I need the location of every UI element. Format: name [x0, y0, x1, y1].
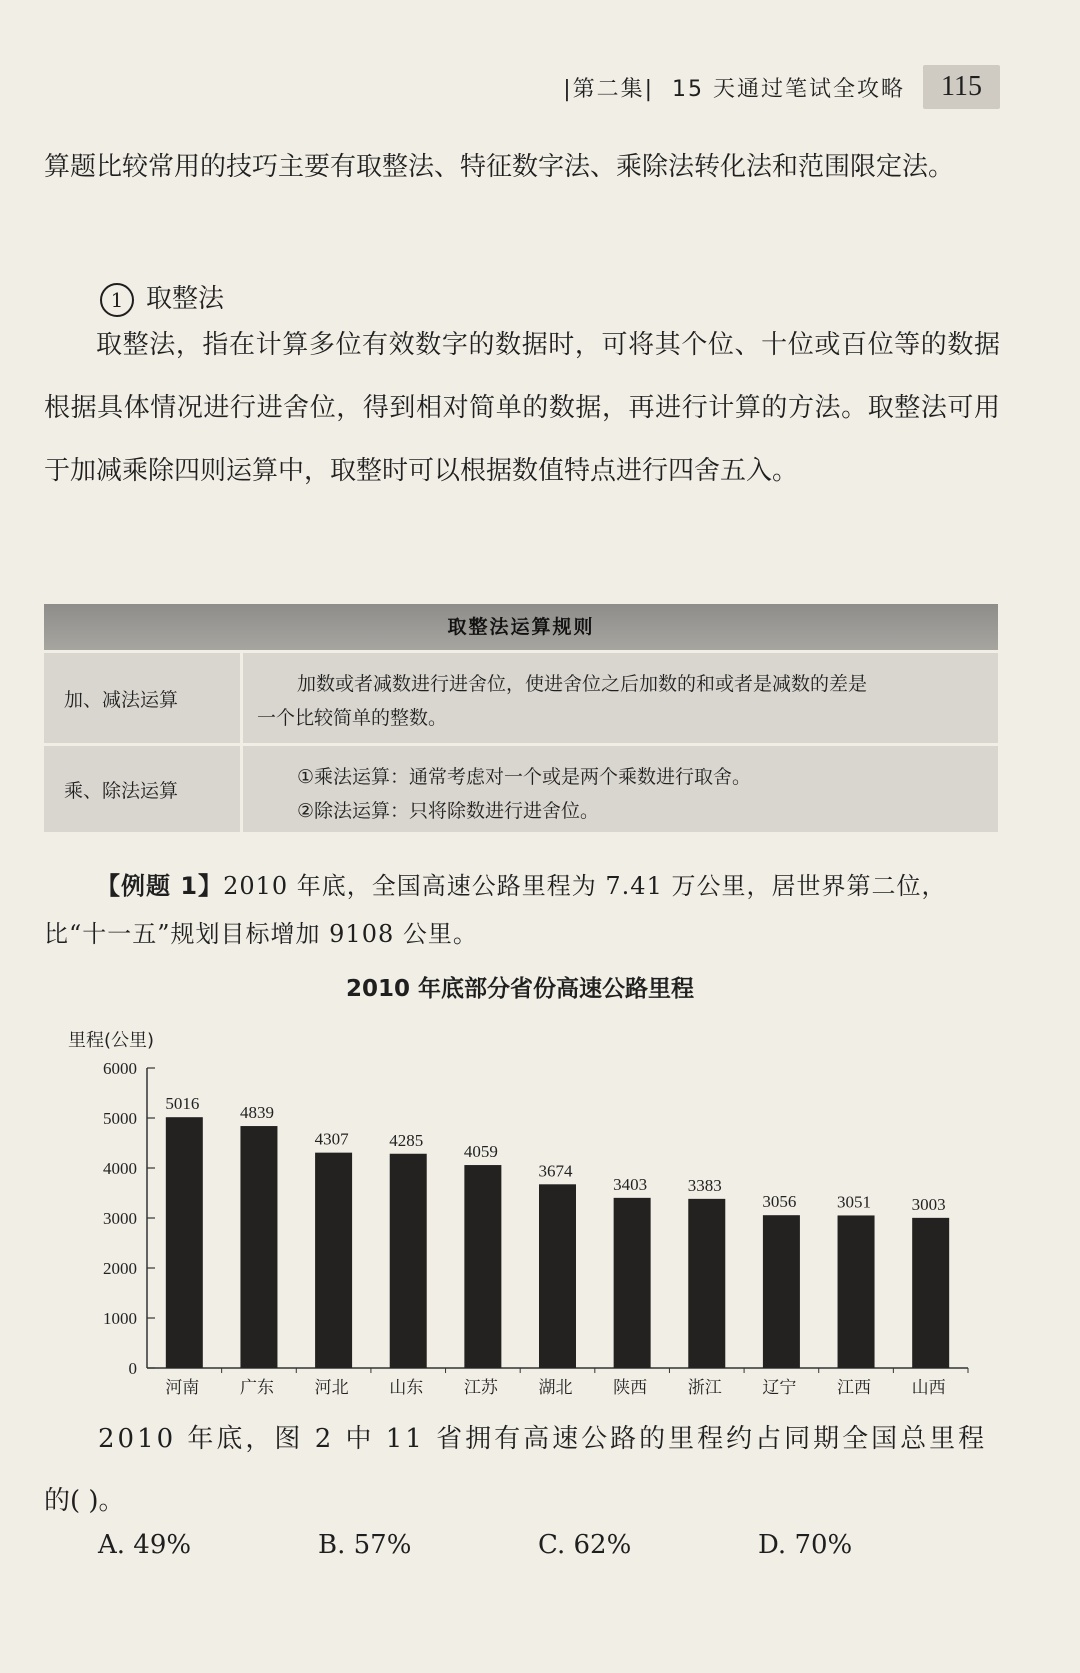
bar — [838, 1215, 875, 1368]
bar — [166, 1117, 203, 1368]
bar — [464, 1165, 501, 1368]
body-paragraph: 取整法，指在计算多位有效数字的数据时，可将其个位、十位或百位等的数据根据具体情况进行进舍位，得到相对简单的数据，再进行计算的方法。取整法可用于加减乘除四则运算中，取整时可以根据数值特点进行四舍五入。 — [44, 330, 1000, 486]
question — [44, 1408, 1000, 1532]
page-number: 115 — [923, 65, 1000, 109]
subheading — [100, 278, 224, 317]
x-tick-label: 山东 — [389, 1378, 424, 1398]
circled-number: 1 — [100, 283, 134, 317]
book-title: 15 天通过笔试全攻略 — [672, 76, 906, 102]
bar-value-label: 4285 — [389, 1130, 424, 1150]
bar — [390, 1154, 427, 1368]
row-description — [243, 653, 998, 743]
x-tick-label: 陕西 — [613, 1378, 648, 1398]
option-a: A. 49% — [98, 1530, 192, 1560]
bar-value-label: 4307 — [314, 1129, 349, 1149]
x-tick-label: 广东 — [239, 1378, 274, 1398]
row-description — [243, 746, 998, 832]
x-tick-label: 江苏 — [463, 1378, 498, 1398]
y-tick-label: 0 — [128, 1359, 137, 1378]
example-text: 2010 年底，全国高速公路里程为 7.41 万公里，居世界第二位，比“十一五”规划目标增加 9108 公里。 — [44, 872, 947, 948]
desc-line: ②除法运算：只将除数进行进舍位。 — [297, 800, 600, 822]
desc-line: 一个比较简单的整数。 — [257, 707, 448, 729]
bar-value-label: 4839 — [239, 1103, 274, 1123]
desc-line: 加数或者减数进行进舍位，使进舍位之后加数的和或者是减数的差是 — [297, 673, 868, 695]
bar — [240, 1126, 277, 1368]
question-line-2: 的( )。 — [44, 1486, 125, 1516]
answer-options — [98, 1530, 978, 1560]
chart-title: 2010 年底部分省份高速公路里程 — [345, 976, 695, 1002]
example-tag: 【例题 1】 — [96, 872, 224, 900]
bar-value-label: 3674 — [538, 1161, 573, 1181]
bar-value-label: 3383 — [687, 1175, 722, 1195]
bar — [614, 1198, 651, 1368]
y-tick-label: 3000 — [103, 1209, 137, 1228]
y-tick-label: 2000 — [103, 1259, 137, 1278]
bar — [315, 1153, 352, 1368]
option-c: C. 62% — [538, 1530, 632, 1560]
intro-paragraph: 算题比较常用的技巧主要有取整法、特征数字法、乘除法转化法和范围限定法。 — [44, 152, 955, 182]
desc-line: ①乘法运算：通常考虑对一个或是两个乘数进行取舍。 — [297, 766, 752, 788]
x-tick-label: 浙江 — [687, 1378, 722, 1398]
question-line-1: 2010 年底，图 2 中 11 省拥有高速公路的里程约占同期全国总里程 — [98, 1424, 988, 1454]
y-tick-label: 4000 — [103, 1159, 137, 1178]
x-tick-label: 江西 — [837, 1378, 872, 1398]
x-tick-label: 山西 — [911, 1378, 946, 1398]
option-b: B. 57% — [318, 1530, 412, 1560]
x-tick-label: 湖北 — [538, 1378, 573, 1398]
bar — [912, 1218, 949, 1368]
example-problem — [44, 862, 1000, 958]
option-d: D. 70% — [758, 1530, 853, 1560]
rules-table — [44, 604, 998, 832]
bar-value-label: 3003 — [911, 1194, 946, 1214]
rules-table-title: 取整法运算规则 — [44, 604, 998, 650]
y-tick-label: 5000 — [103, 1109, 137, 1128]
x-tick-label: 辽宁 — [762, 1378, 797, 1398]
bar — [763, 1215, 800, 1368]
table-row — [44, 650, 998, 743]
row-category: 乘、除法运算 — [44, 746, 243, 832]
bar — [688, 1199, 725, 1368]
section-label: |第二集| — [563, 76, 655, 102]
bar-value-label: 4059 — [463, 1142, 498, 1162]
x-tick-label: 河南 — [165, 1378, 200, 1398]
bar — [539, 1184, 576, 1368]
bar-value-label: 3051 — [837, 1192, 872, 1212]
y-tick-label: 6000 — [103, 1059, 137, 1078]
table-row — [44, 743, 998, 832]
page-header — [563, 62, 1000, 112]
bar-chart — [40, 970, 1000, 1400]
subheading-text: 取整法 — [146, 284, 225, 314]
bar-value-label: 5016 — [165, 1094, 200, 1114]
chart-canvas — [40, 970, 1000, 1400]
row-category: 加、减法运算 — [44, 653, 243, 743]
y-axis-label: 里程(公里) — [68, 1030, 155, 1051]
bar-value-label: 3056 — [762, 1192, 797, 1212]
x-tick-label: 河北 — [314, 1378, 349, 1398]
bar-value-label: 3403 — [613, 1174, 648, 1194]
y-tick-label: 1000 — [103, 1309, 137, 1328]
